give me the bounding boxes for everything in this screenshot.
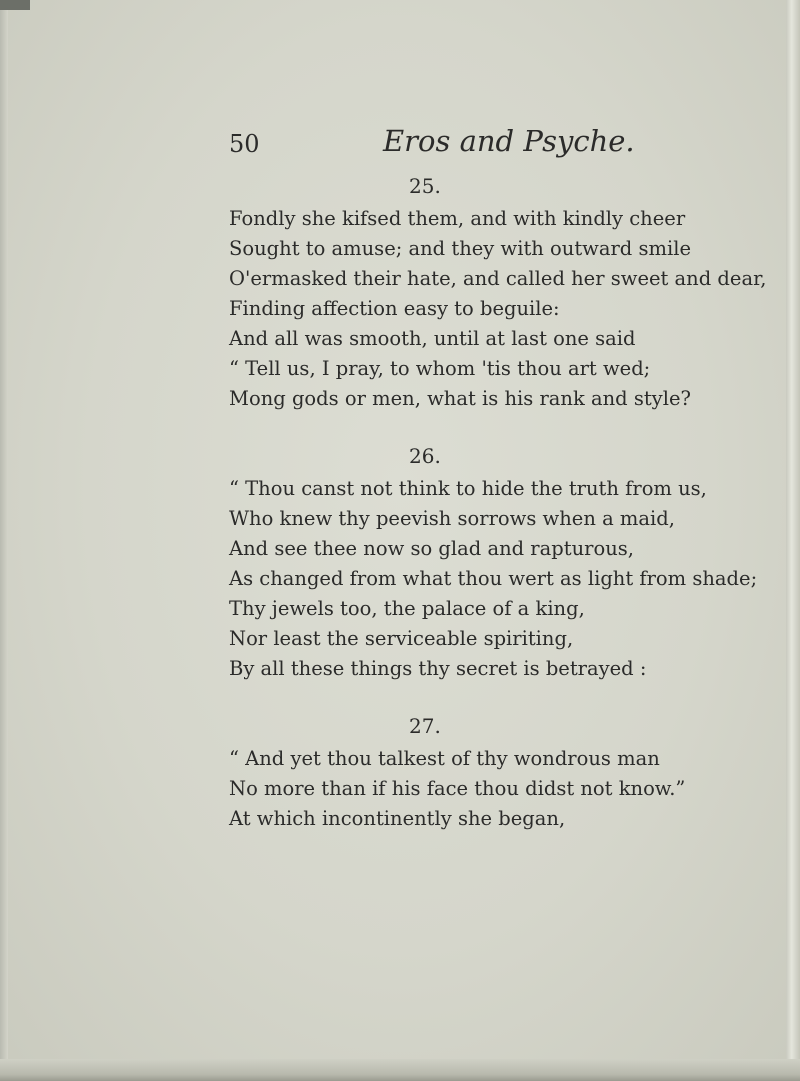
running-head (229, 124, 669, 160)
verse-line: Finding affection easy to beguile: (229, 297, 560, 320)
stanza-number: 27. (409, 714, 441, 738)
verse-line: Sought to amuse; and they with outward smile (229, 237, 692, 260)
verse-line: “ Tell us, I pray, to whom 'tis thou art wed; (229, 357, 651, 380)
verse-line: “ And yet thou talkest of thy wondrous man (229, 747, 660, 770)
verse-line: As changed from what thou wert as light from shade; (229, 567, 758, 590)
page-number: 50 (229, 130, 260, 158)
stanza-26 (229, 438, 758, 684)
stanza-25 (229, 168, 767, 414)
verse-line: Fondly she kifsed them, and with kindly cheer (229, 207, 686, 230)
page-corner-shadow (0, 0, 30, 10)
verse-line: Who knew thy peevish sorrows when a maid, (229, 507, 675, 530)
verse-line: By all these things thy secret is betrayed : (229, 657, 647, 680)
page-right-edge (786, 0, 800, 1081)
verse-line: Mong gods or men, what is his rank and style? (229, 387, 691, 410)
stanza-number: 26. (409, 444, 441, 468)
page-bottom-edge (0, 1059, 800, 1081)
verse-line: And see thee now so glad and rapturous, (229, 537, 634, 560)
book-title: Eros and Psyche. (383, 124, 635, 158)
page-left-edge (0, 0, 8, 1081)
verse-line: O'ermasked their hate, and called her sweet and dear, (229, 267, 767, 290)
verse-line: At which incontinently she began, (229, 807, 566, 830)
verse-line: No more than if his face thou didst not know.” (229, 777, 686, 800)
verse-line: And all was smooth, until at last one said (229, 327, 636, 350)
poem-text (229, 168, 767, 834)
verse-line: “ Thou canst not think to hide the truth from us, (229, 477, 707, 500)
stanza-number: 25. (409, 174, 441, 198)
stanza-27 (229, 708, 749, 834)
verse-line: Thy jewels too, the palace of a king, (229, 597, 585, 620)
verse-line: Nor least the serviceable spiriting, (229, 627, 574, 650)
